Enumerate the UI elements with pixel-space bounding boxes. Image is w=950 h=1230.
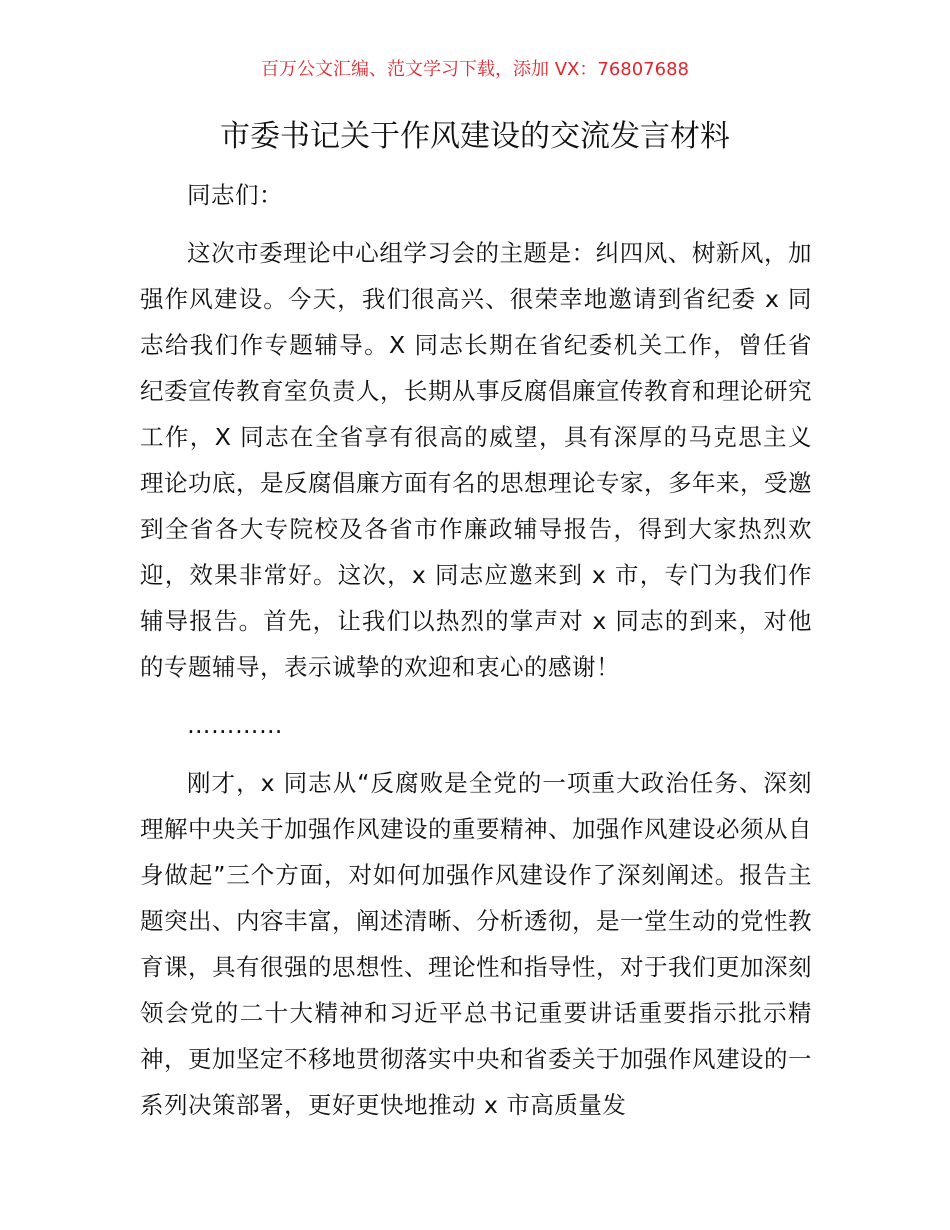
paragraph: 刚才，x 同志从“反腐败是全党的一项重大政治任务、深刻理解中央关于加强作风建设的重要精神、加强作风建设必须从自身做起”三个方面，对如何加强作风建设作了深刻阐述。报告主题突出、内容丰富，阐述清晰、分析透彻，是一堂生动的党性教育课，具有很强的思想性、理论性和指导性，对于我们更加深刻领会党的二十大精神和习近平总书记重要讲话重要指示批示精神，更加坚定不移地贯彻落实中央和省委关于加强作风建设的一系列决策部署，更好更快地推动 x 市高质量发: [140, 769, 812, 1119]
paragraph: 这次市委理论中心组学习会的主题是：纠四风、树新风，加强作风建设。今天，我们很高兴、很荣幸地邀请到省纪委 x 同志给我们作专题辅导。X 同志长期在省纪委机关工作，曾任省纪委宣传教育室负责人，长期从事反腐倡廉宣传教育和理论研究工作，X 同志在全省享有很高的威望，具有深厚的马克思主义理论功底，是反腐倡廉方面有名的思想理论专家，多年来，受邀到全省各大专院校及各省市作廉政辅导报告，得到大家热烈欢迎，效果非常好。这次，x 同志应邀来到 x 市，专门为我们作辅导报告。首先，让我们以热烈的掌声对 x 同志的到来，对他的专题辅导，表示诚挚的欢迎和衷心的感谢！: [140, 239, 812, 681]
promo-header: 百万公文汇编、范文学习下载，添加 VX：76807688: [261, 59, 689, 80]
ellipsis-separator: …………: [187, 711, 283, 739]
salutation: 同志们：: [187, 181, 283, 209]
document-title: 市委书记关于作风建设的交流发言材料: [220, 119, 730, 154]
document-body: [140, 172, 812, 1128]
